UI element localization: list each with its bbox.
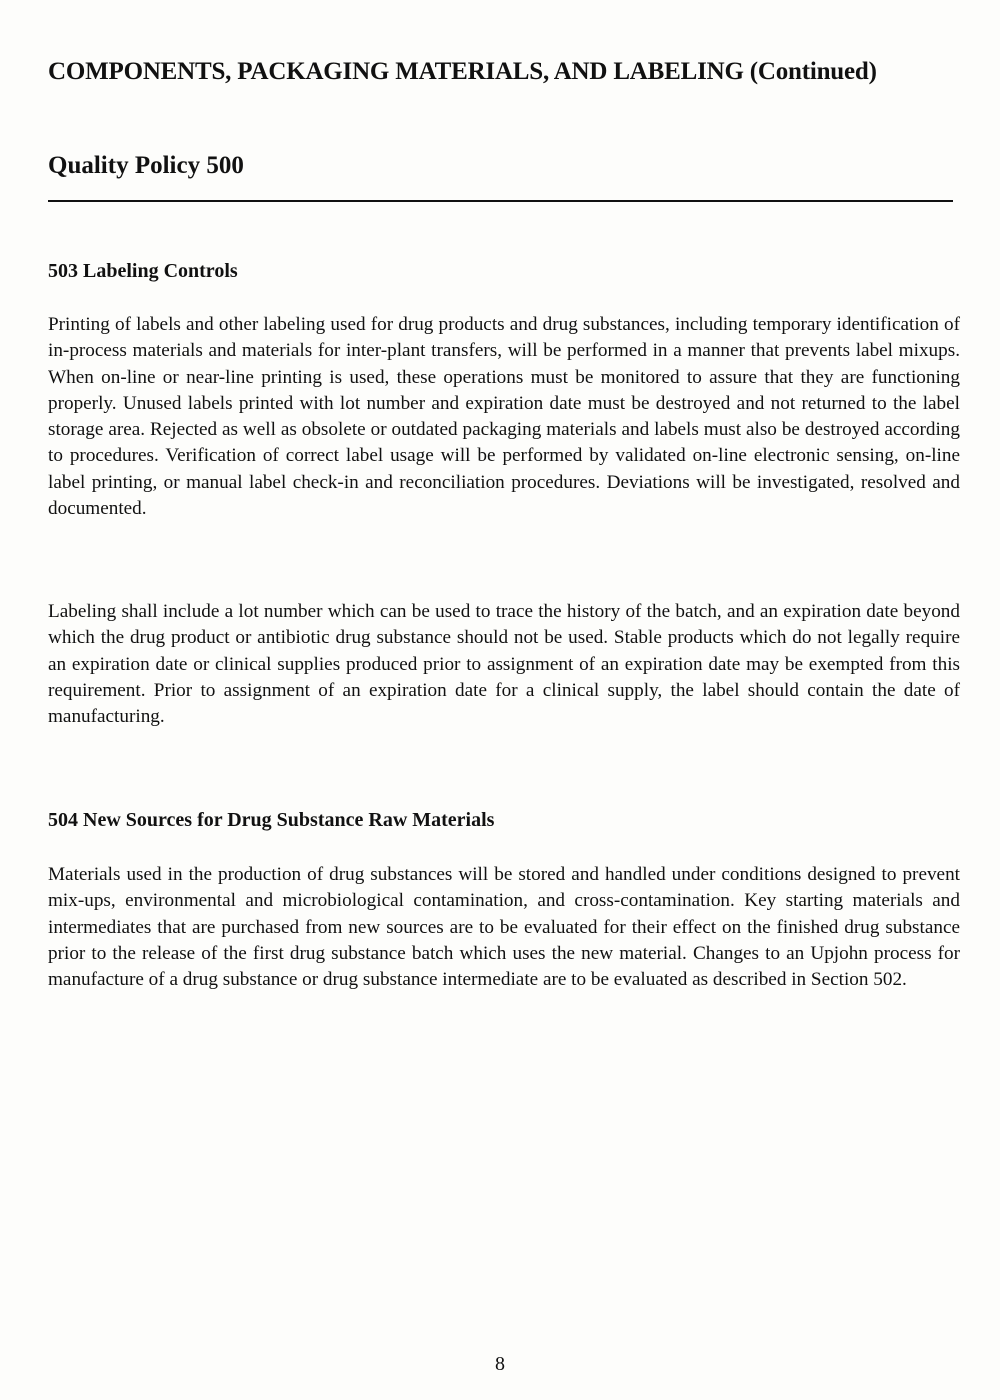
document-title: COMPONENTS, PACKAGING MATERIALS, AND LABELING (Continued) bbox=[48, 58, 877, 85]
policy-title: Quality Policy 500 bbox=[48, 152, 244, 179]
section-heading-504: 504 New Sources for Drug Substance Raw Materials bbox=[48, 809, 495, 831]
header-divider bbox=[48, 200, 953, 202]
page-number: 8 bbox=[495, 1353, 505, 1375]
section-heading-503: 503 Labeling Controls bbox=[48, 260, 238, 282]
section-504-paragraph-1: Materials used in the production of drug substances will be stored and handled under conditions designed to prevent mix-ups, environmental and microbiological contamination, and cross-contamination. Key starting materials and intermediates that are purchased from new sources are to be evaluated for their effect on the finished drug substance prior to the release of the first drug substance batch which uses the new material. Changes to an Upjohn process for manufacture of a drug substance or drug substance intermediate are to be evaluated as described in Section 502. bbox=[48, 864, 960, 991]
section-503-paragraph-1: Printing of labels and other labeling used for drug products and drug substances, including temporary identification of in-process materials and materials for inter-plant transfers, will be performed in a manner that prevents label mixups. When on-line or near-line printing is used, these operations must be monitored to assure that they are functioning properly. Unused labels printed with lot number and expiration date must be destroyed and not returned to the label storage area. Rejected as well as obsolete or outdated packaging materials and labels must also be destroyed according to procedures. Verification of correct label usage will be performed by validated on-line electronic sensing, on-line label printing, or manual label check-in and reconciliation procedures. Deviations will be investigated, resolved and documented. bbox=[48, 314, 960, 520]
section-503-paragraph-2: Labeling shall include a lot number which can be used to trace the history of the batch, and an expiration date beyond which the drug product or antibiotic drug substance should not be used. Stable products which do not legally require an expiration date or clinical supplies produced prior to assignment of an expiration date may be exempted from this requirement. Prior to assignment of an expiration date for a clinical supply, the label should contain the date of manufacturing. bbox=[48, 601, 960, 728]
